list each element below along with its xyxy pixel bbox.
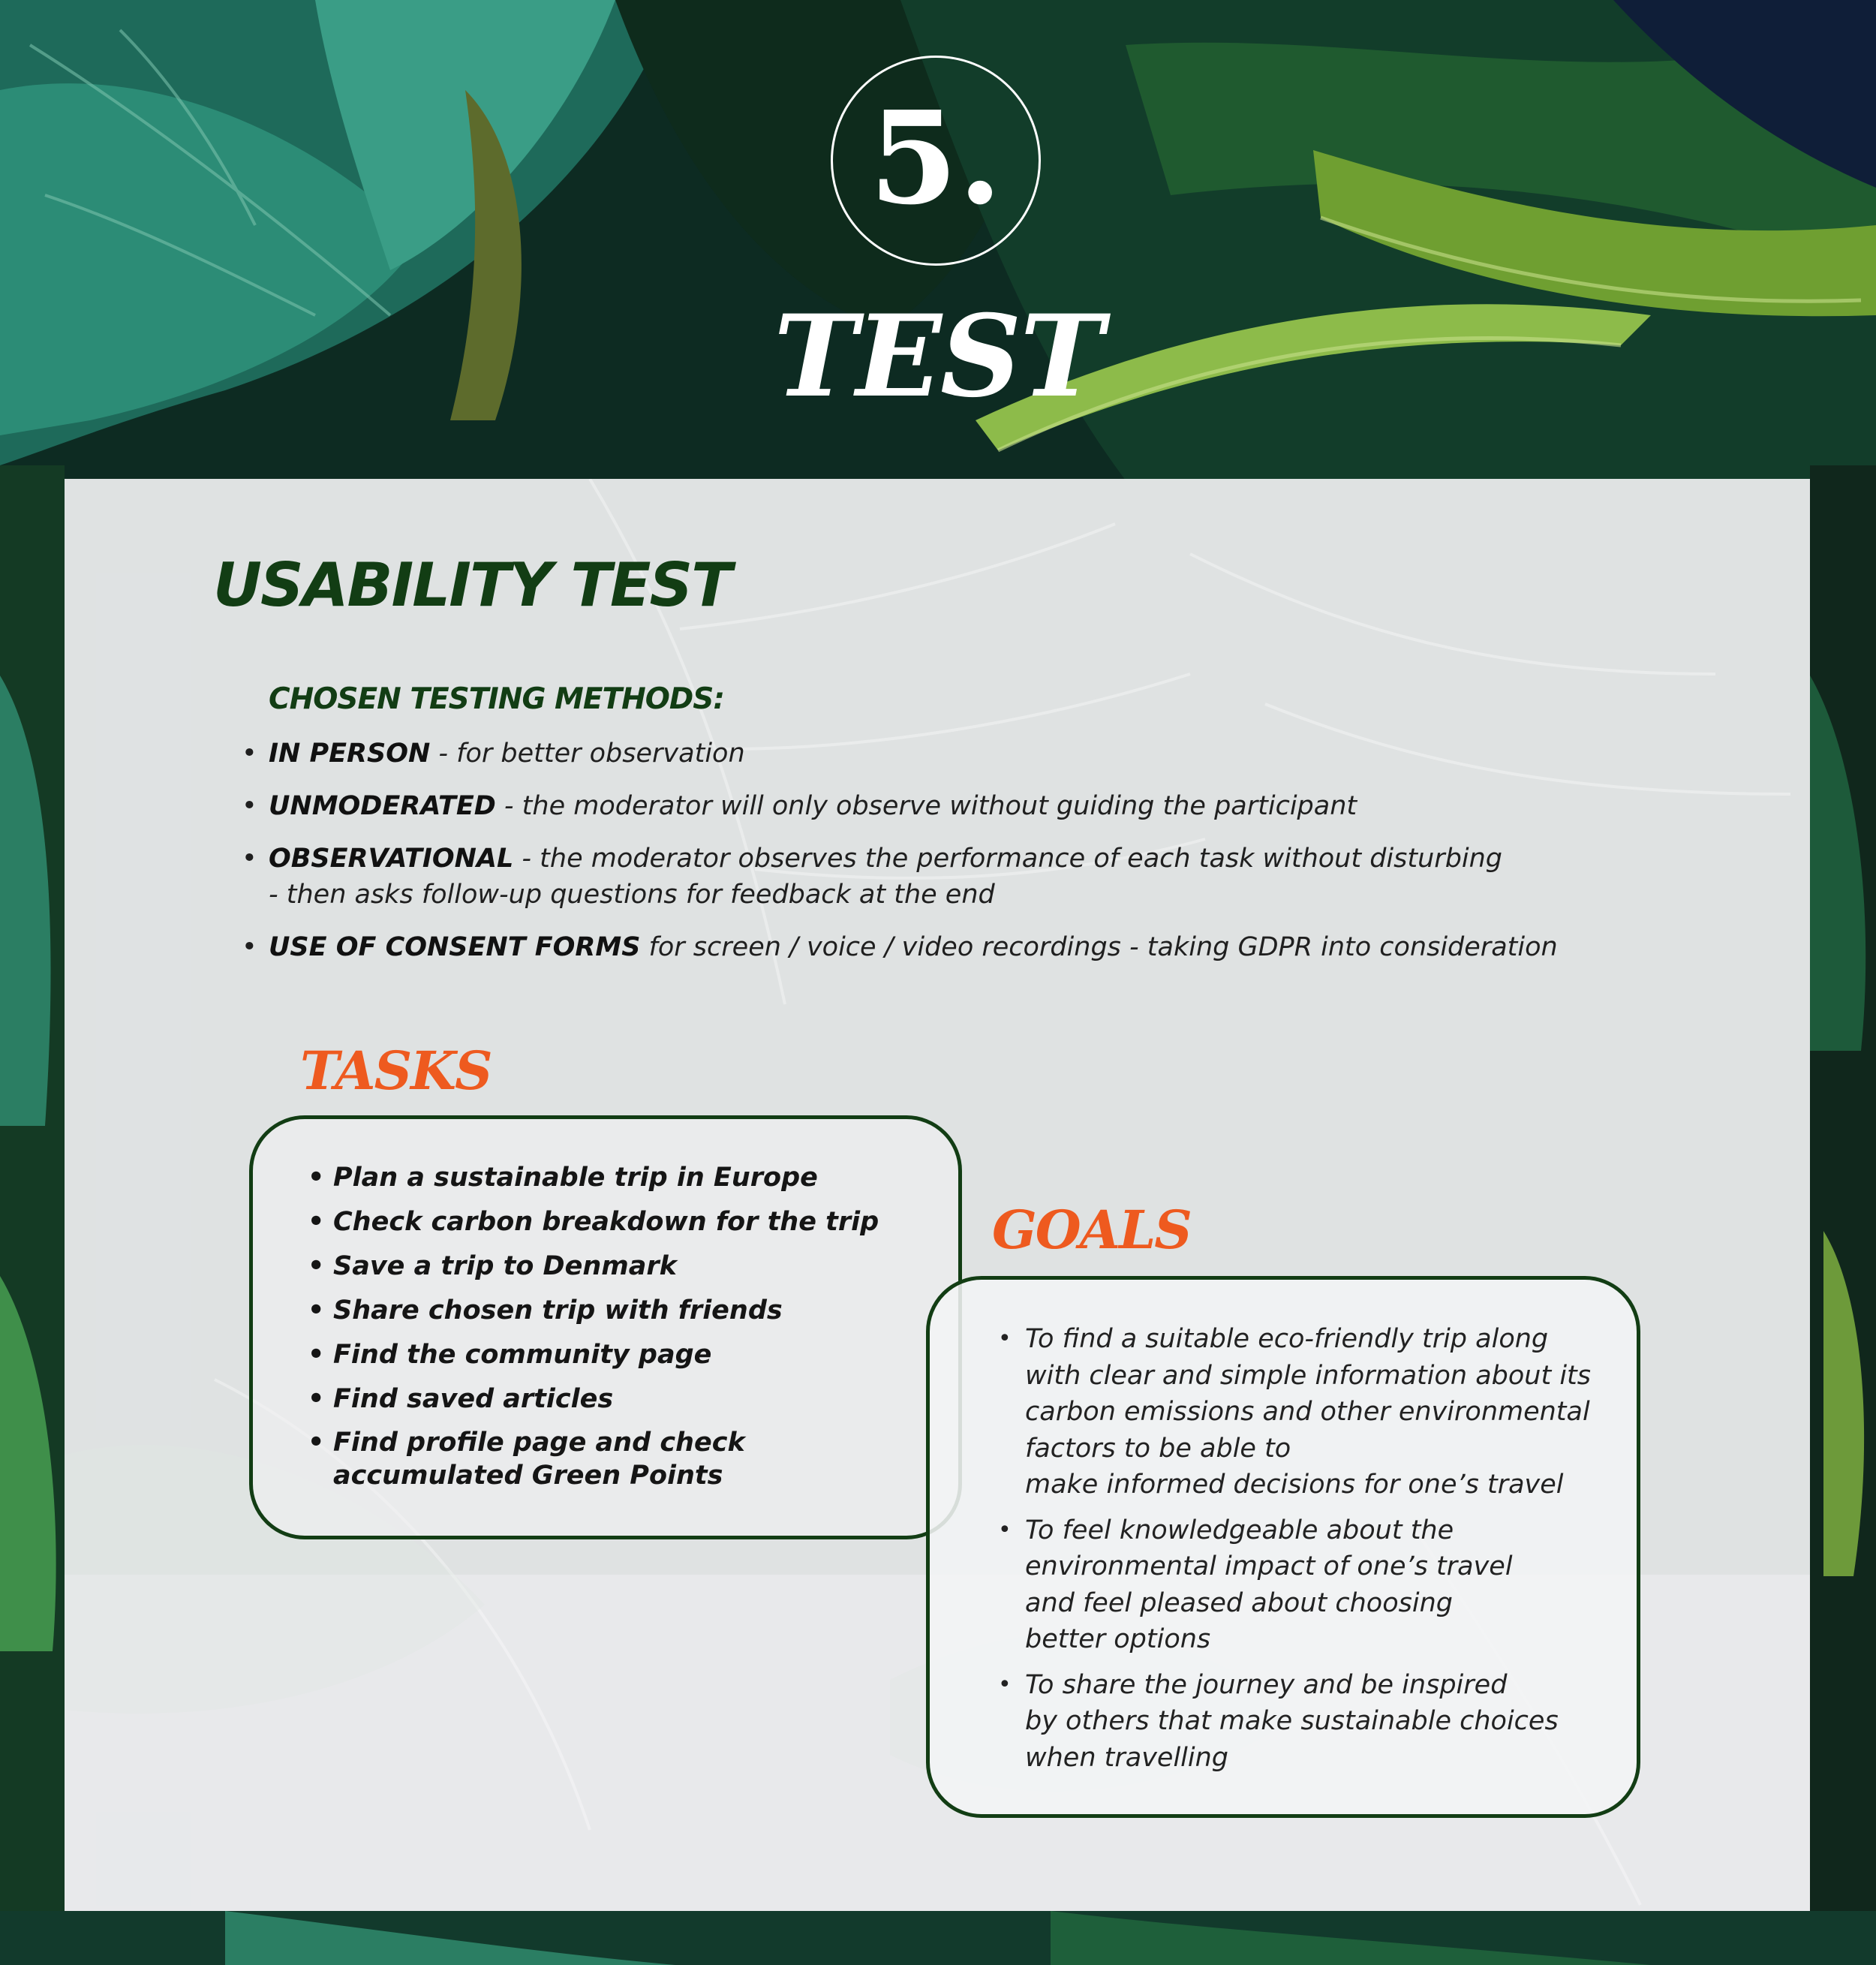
list-item [240, 736, 1558, 772]
list-item [240, 788, 1558, 824]
list-item: • Find profile page and check accumulated Green Points [308, 1426, 903, 1492]
list-item: • Save a trip to Denmark [308, 1249, 903, 1283]
list-item [998, 1667, 1591, 1777]
list-item [998, 1321, 1591, 1503]
method-text: - for better observation [430, 739, 745, 769]
method-label: UNMODERATED [269, 791, 496, 821]
goal-line: with clear and simple information about its [1025, 1360, 1592, 1391]
list-item [998, 1512, 1591, 1658]
goal-line: environmental impact of one’s travel [1025, 1551, 1513, 1581]
method-text: - the moderator will only observe without guiding the participant [495, 791, 1357, 821]
goal-line: • To feel knowledgeable about the [1025, 1515, 1454, 1545]
list-item: • Plan a sustainable trip in Europe [308, 1160, 903, 1195]
step-number-badge [831, 56, 1041, 266]
tasks-list [308, 1160, 903, 1502]
goal-line: better options [1025, 1624, 1211, 1654]
goals-heading: GOALS [992, 1199, 1191, 1261]
list-item [240, 929, 1558, 965]
goal-line: by others that make sustainable choices [1025, 1706, 1559, 1736]
method-label: IN PERSON [269, 739, 431, 769]
list-item: • Find the community page [308, 1338, 903, 1372]
method-text: for screen / voice / video recordings - taking GDPR into consideration [640, 932, 1558, 962]
method-label: USE OF CONSENT FORMS [269, 932, 641, 962]
method-text: - the moderator observes the performance of each task without disturbing [513, 844, 1503, 874]
goal-line: and feel pleased about choosing [1025, 1587, 1453, 1618]
goal-line: make informed decisions for one’s travel [1025, 1470, 1564, 1500]
methods-list [240, 736, 1558, 982]
method-text-continued: - then asks follow-up questions for feedback at the end [269, 880, 995, 910]
goals-list [998, 1321, 1591, 1785]
tasks-heading: TASKS [300, 1040, 492, 1102]
goal-line: factors to be able to [1025, 1433, 1291, 1464]
list-item: • Share chosen trip with friends [308, 1293, 903, 1328]
goal-line: • To share the journey and be inspired [1025, 1669, 1508, 1700]
section-title: TEST [774, 290, 1102, 423]
methods-title: CHOSEN TESTING METHODS: [269, 682, 724, 716]
list-item [240, 841, 1558, 913]
goal-line: carbon emissions and other environmental [1025, 1397, 1590, 1427]
method-label: OBSERVATIONAL [269, 844, 514, 874]
list-item: • Find saved articles [308, 1382, 903, 1416]
goal-line: when travelling [1025, 1742, 1229, 1773]
list-item: • Check carbon breakdown for the trip [308, 1205, 903, 1239]
step-number: 5. [869, 83, 1003, 233]
usability-test-heading: USABILITY TEST [213, 550, 731, 620]
goal-line: • To find a suitable eco-friendly trip along [1025, 1324, 1549, 1354]
